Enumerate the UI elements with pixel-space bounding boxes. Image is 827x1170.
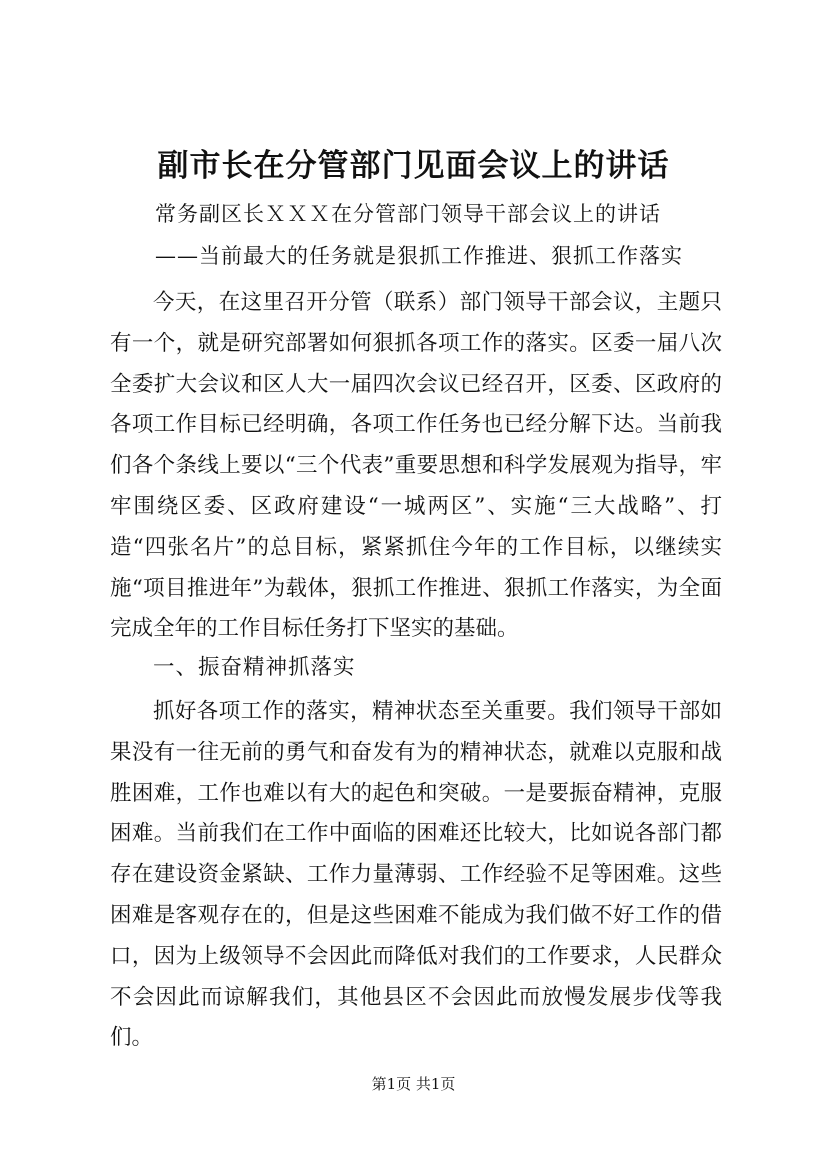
document-subtitle: 常务副区长ＸＸＸ在分管部门领导干部会议上的讲话 [155,202,661,226]
page-footer: 第1页 共1页 [371,1075,456,1093]
body-paragraph-intro: 今天，在这里召开分管（联系）部门领导干部会议，主题只有一个，就是研究部署如何狠抓各项工作的落实。区委一届八次全委扩大会议和区人大一届四次会议已经召开，区委、区政府的各项工作目标已经明确，各项工作任务也已经分解下达。当前我们各个条线上要以“三个代表”重要思想和科学发展观为指导，牢牢围绕区委、区政府建设“一城两区”、实施“三大战略”、打造“四张名片”的总目标，紧紧抓住今年的工作目标，以继续实施“项目推进年”为载体，狠抓工作推进、狠抓工作落实，为全面完成全年的工作目标任务打下坚实的基础。 [110,290,722,642]
document-title: 副市长在分管部门见面会议上的讲话 [157,148,670,184]
document-theme-line: ——当前最大的任务就是狠抓工作推进、狠抓工作落实 [155,244,683,268]
body-paragraph-section-1: 抓好各项工作的落实，精神状态至关重要。我们领导干部如果没有一往无前的勇气和奋发有为的精神状态，就难以克服和战胜困难，工作也难以有大的起色和突破。一是要振奋精神，克服困难。当前我们在工作中面临的困难还比较大，比如说各部门都存在建设资金紧缺、工作力量薄弱、工作经验不足等困难。这些困难是客观存在的，但是这些困难不能成为我们做不好工作的借口，因为上级领导不会因此而降低对我们的工作要求，人民群众不会因此而谅解我们，其他县区不会因此而放慢发展步伐等我们。 [110,699,722,1051]
section-heading: 一、振奋精神抓落实 [153,655,356,680]
